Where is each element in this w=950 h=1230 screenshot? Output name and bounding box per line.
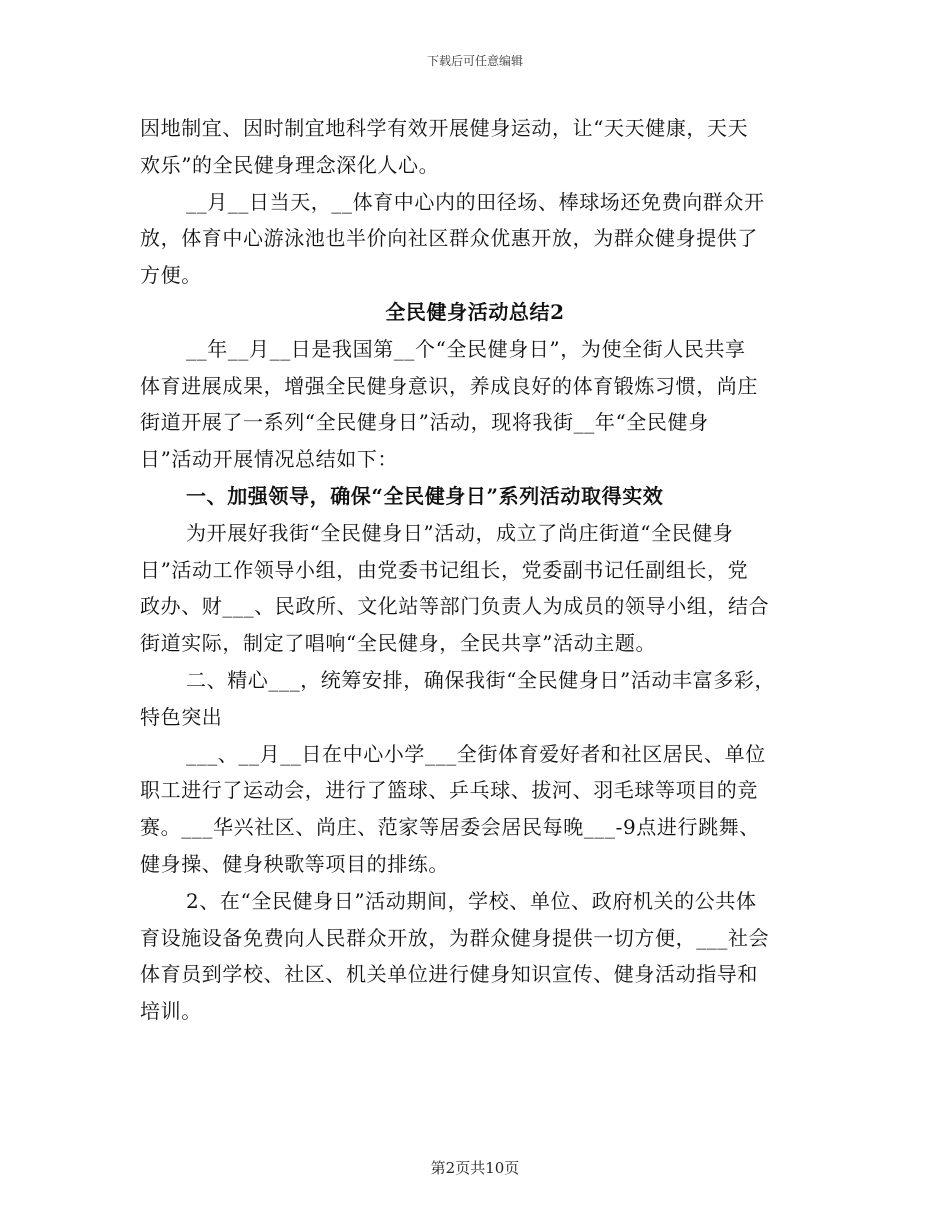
section-title: 全民健身活动总结2 <box>385 299 565 324</box>
page-header: 下载后可任意编辑 <box>426 54 523 68</box>
paragraph-line: __月__日当天，__体育中心内的田径场、棒球场还免费向群众开 <box>186 189 765 214</box>
paragraph-line: 街道开展了一系列“全民健身日”活动，现将我街__年“全民健身 <box>140 410 709 435</box>
paragraph-line: 日”活动开展情况总结如下： <box>140 447 399 472</box>
paragraph-line: 2、在“全民健身日”活动期间，学校、单位、政府机关的公共体 <box>186 888 757 913</box>
section-heading: 一、加强领导，确保“全民健身日”系列活动取得实效 <box>186 483 664 508</box>
page-footer: 第2页共10页 <box>430 1159 520 1177</box>
paragraph-line: 因地制宜、因时制宜地科学有效开展健身运动，让“天天健康，天天 <box>140 116 749 140</box>
paragraph-line: 育设施设备免费向人民群众开放，为群众健身提供一切方便，___社会 <box>140 925 770 950</box>
paragraph-line: 欢乐”的全民健身理念深化人心。 <box>140 152 440 177</box>
section-heading: 二、精心___，统筹安排，确保我街“全民健身日”活动丰富多彩， <box>186 667 776 692</box>
paragraph-line: 为开展好我街“全民健身日”活动，成立了尚庄街道“全民健身 <box>186 520 734 545</box>
paragraph-line: 职工进行了运动会，进行了篮球、乒乓球、拔河、羽毛球等项目的竞 <box>140 778 758 803</box>
paragraph-line: 政办、财___、民政所、文化站等部门负责人为成员的领导小组，结合 <box>140 594 770 619</box>
paragraph-line: 特色突出 <box>140 704 223 729</box>
paragraph-line: 方便。 <box>140 263 202 288</box>
paragraph-line: 赛。___华兴社区、尚庄、范家等居委会居民每晚___-9点进行跳舞、 <box>140 815 760 840</box>
paragraph-line: 培训。 <box>140 999 202 1024</box>
paragraph-line: 体育员到学校、社区、机关单位进行健身知识宣传、健身活动指导和 <box>140 962 758 987</box>
paragraph-line: 放，体育中心游泳池也半价向社区群众优惠开放，为群众健身提供了 <box>140 226 758 251</box>
paragraph-line: 街道实际，制定了唱响“全民健身，全民共享”活动主题。 <box>140 631 657 656</box>
paragraph-line: 体育进展成果，增强全民健身意识，养成良好的体育锻炼习惯，尚庄 <box>140 373 758 398</box>
paragraph-line: __年__月__日是我国第__个“全民健身日”，为使全街人民共享 <box>186 336 746 361</box>
paragraph-line: 健身操、健身秧歌等项目的排练。 <box>140 851 449 876</box>
paragraph-line: 日”活动工作领导小组，由党委书记组长，党委副书记任副组长，党 <box>140 557 749 582</box>
document-body <box>140 110 810 1030</box>
paragraph-line: ___、__月__日在中心小学___全街体育爱好者和社区居民、单位 <box>186 741 766 766</box>
